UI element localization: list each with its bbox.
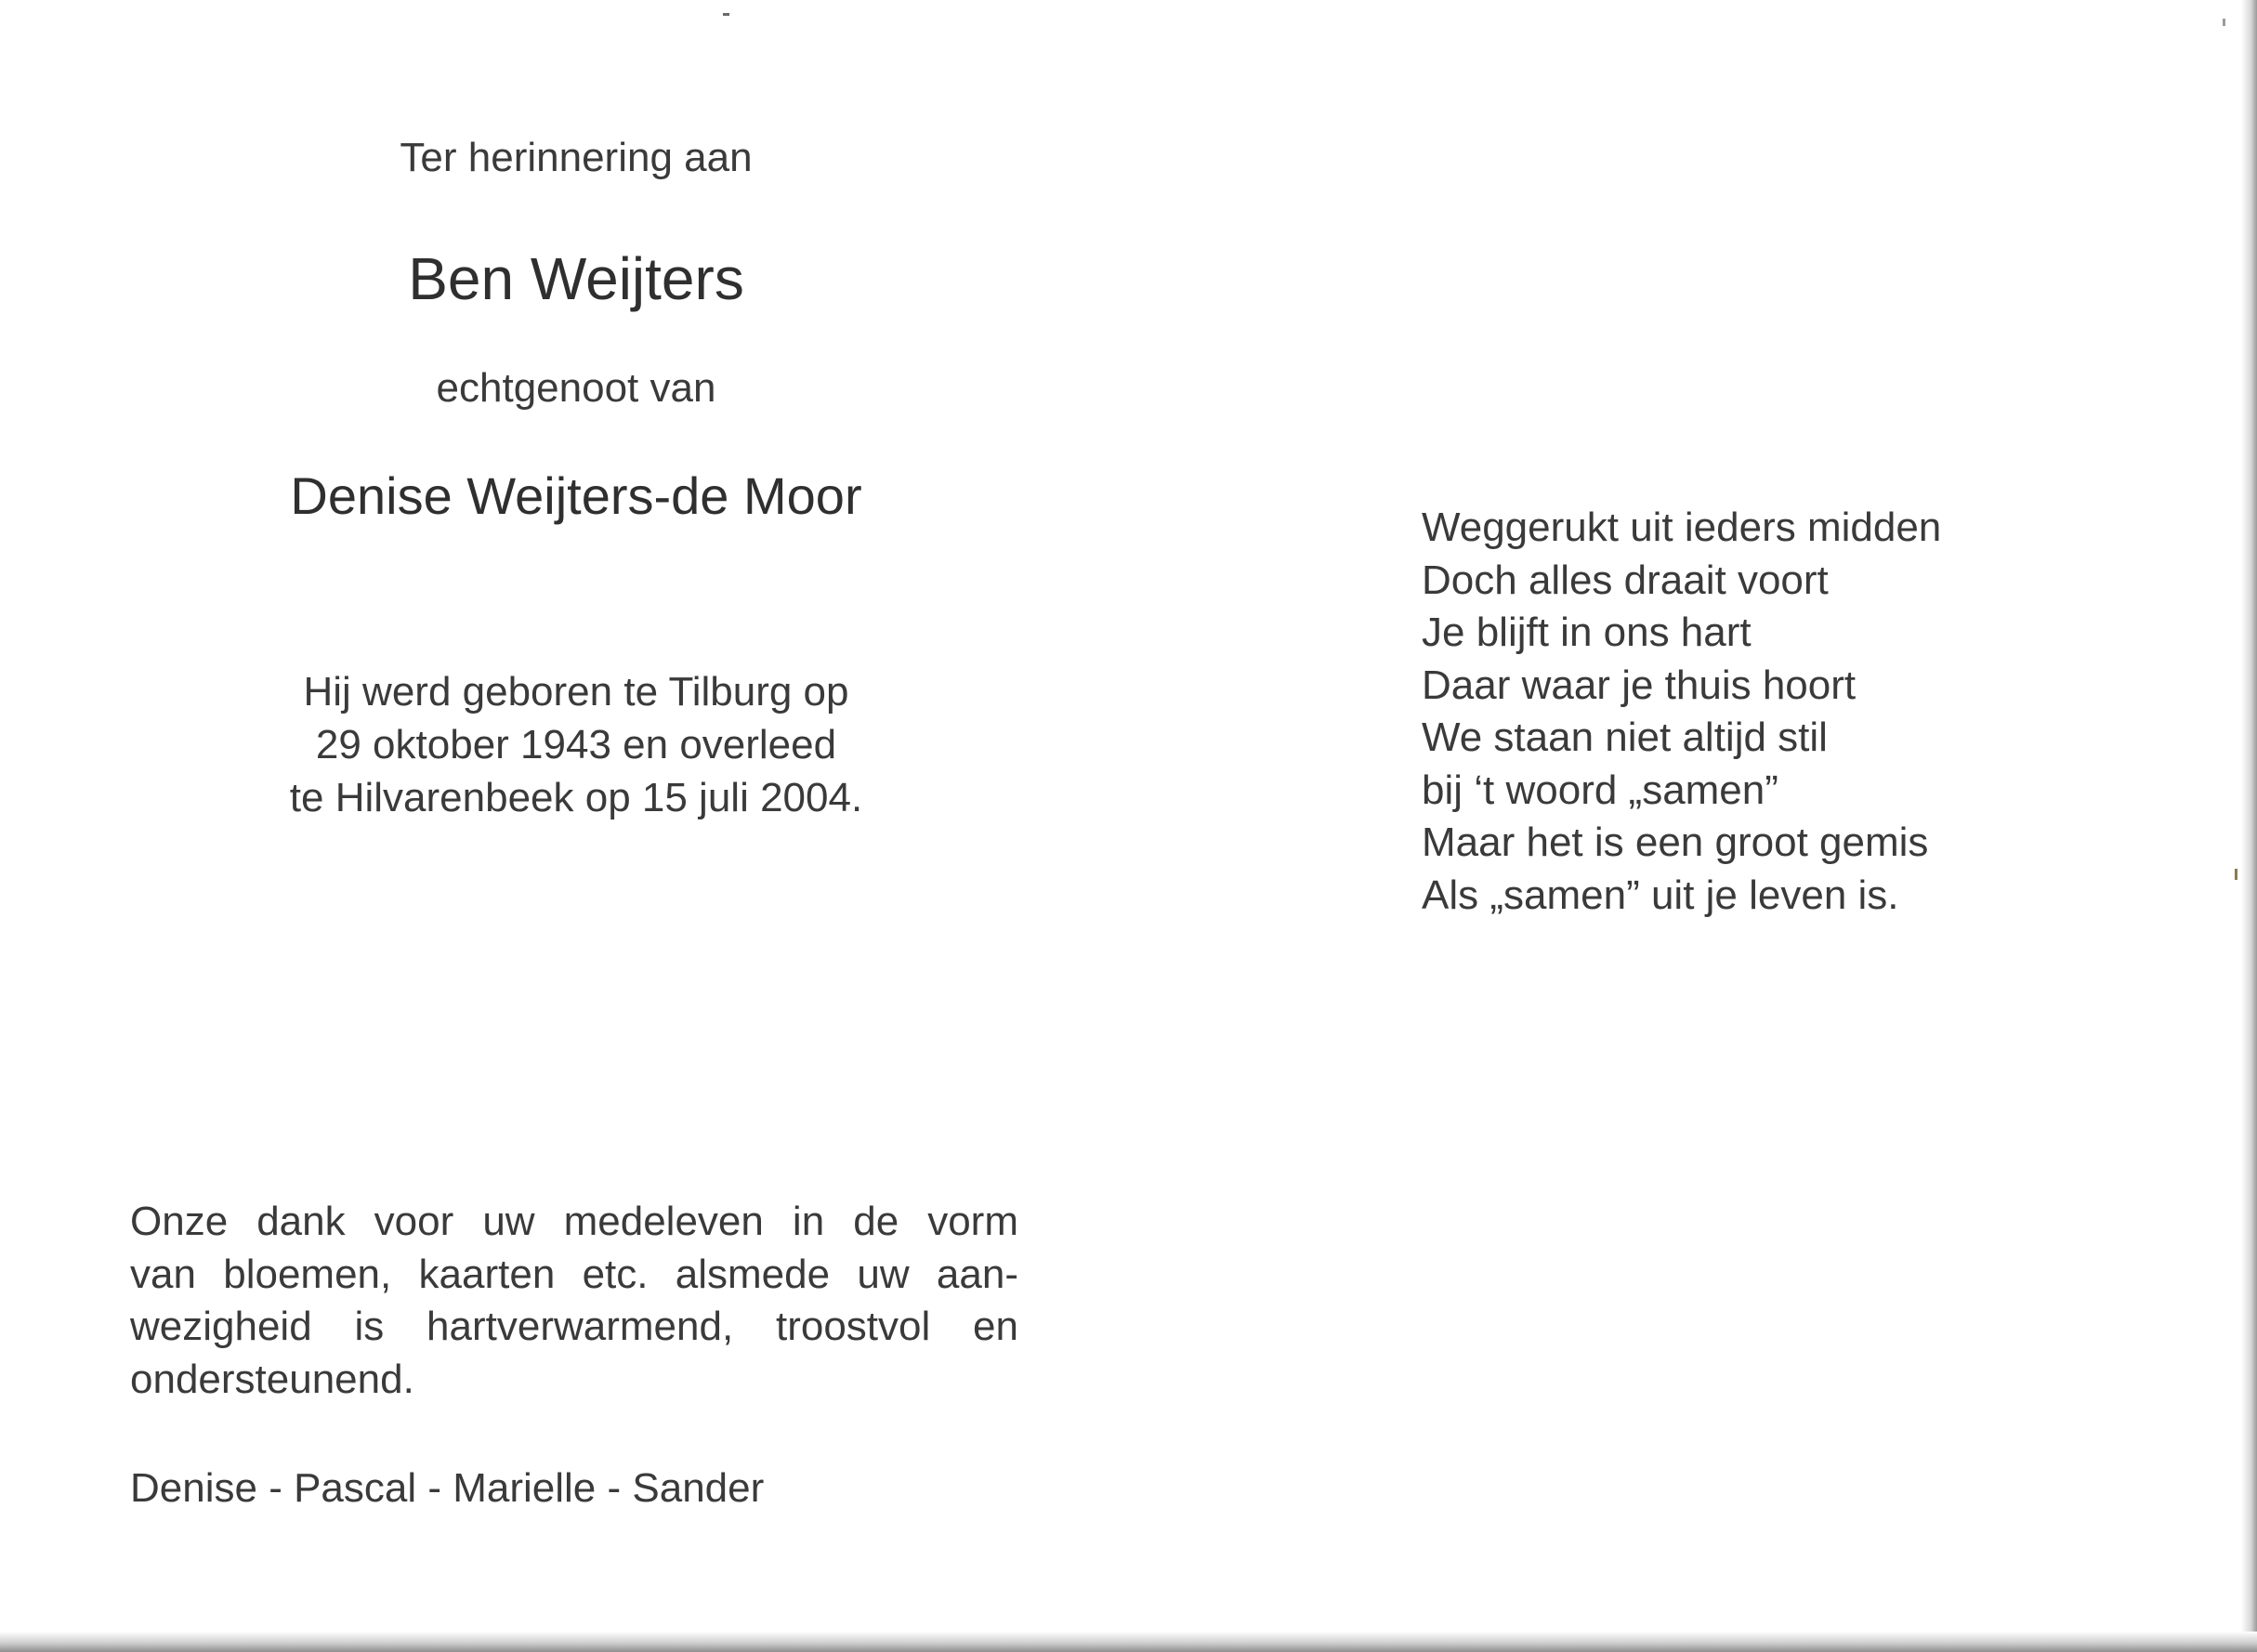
poem-line: bij ‘t woord „samen”	[1422, 767, 1778, 813]
speck-top	[723, 13, 729, 16]
card-bottom-edge	[0, 1632, 2257, 1652]
deceased-name: Ben Weijters	[408, 245, 744, 312]
speck-top-right	[2223, 19, 2225, 26]
poem-line: Daar waar je thuis hoort	[1422, 662, 1857, 708]
poem-line: Je blijft in ons hart	[1422, 610, 1752, 655]
life-dates-line: te Hilvarenbeek op 15 juli 2004.	[289, 775, 863, 820]
poem-line: Doch alles draait voort	[1422, 557, 1829, 603]
life-dates	[223, 665, 929, 824]
thanks-line: wezigheid is hartverwarmend, troostvol en	[130, 1304, 1018, 1349]
card-right-edge	[2241, 0, 2257, 1652]
thanks-line: ondersteunend.	[130, 1356, 414, 1402]
intro-text: Ter herinnering aan	[400, 135, 753, 180]
relation-text: echtgenoot van	[436, 365, 716, 411]
poem-line: Weggerukt uit ieders midden	[1422, 505, 1942, 550]
family-signers: Denise - Pascal - Marielle - Sander	[130, 1465, 765, 1511]
thanks-paragraph	[130, 1196, 1018, 1406]
poem	[1422, 502, 2128, 922]
life-dates-line: 29 oktober 1943 en overleed	[315, 722, 837, 767]
speck-right	[2235, 869, 2237, 880]
spouse-name: Denise Weijters-de Moor	[290, 466, 862, 525]
poem-line: Maar het is een groot gemis	[1422, 819, 1929, 865]
thanks-line: van bloemen, kaarten etc. alsmede uw aan-	[130, 1251, 1018, 1297]
thanks-line: Onze dank voor uw medeleven in de vorm	[130, 1199, 1018, 1244]
deceased-header	[251, 130, 901, 530]
poem-line: Als „samen” uit je leven is.	[1422, 872, 1899, 918]
poem-line: We staan niet altijd stil	[1422, 715, 1828, 760]
life-dates-line: Hij werd geboren te Tilburg op	[303, 669, 849, 715]
